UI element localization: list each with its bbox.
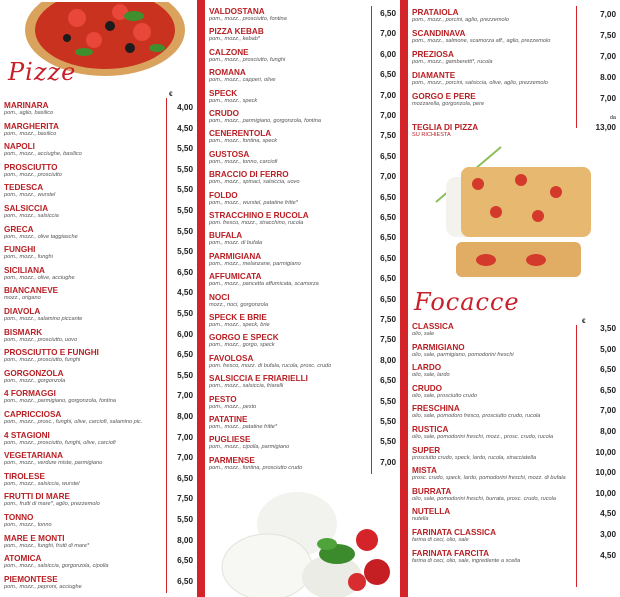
item-desc: pom., mozz., prosciutto [4,171,62,178]
item-price: 7,00 [600,10,616,19]
menu-item [209,109,396,130]
item-price: 8,00 [177,535,193,545]
item-name: 4 STAGIONI [4,430,50,440]
menu-item [4,266,193,287]
item-name: SPECK E BRIE [209,313,267,322]
menu-item [4,204,193,225]
item-name: STRACCHINO E RUCOLA [209,211,309,220]
item-name: CAPRICCIOSA [4,410,62,419]
item-name: SPECK [209,88,238,98]
item-desc: olio, sale, pomodorini freschi, burrata, prosc. crudo, rucola [412,495,556,502]
red-divider-left [197,0,205,597]
item-price: 6,50 [380,9,396,18]
menu-item [209,211,396,232]
item-price: 7,00 [600,406,616,416]
item-desc: pom., mozz., prosciutto, funghi [209,56,286,63]
item-price: 8,00 [380,355,396,365]
item-name: FARINATA CLASSICA [412,528,496,537]
item-price: 5,50 [177,144,193,154]
item-price: 5,50 [380,417,396,426]
item-name: FAVOLOSA [209,353,254,363]
item-desc: olio, sale, lardo [412,372,450,379]
item-price: 8,00 [600,427,616,436]
item-price: 6,00 [380,49,396,59]
item-name: GORGO E SPECK [209,333,279,343]
item-price: 7,00 [380,29,396,39]
item-desc: pom., mozz., acciughe, basilico [4,151,82,158]
item-name: MARINARA [4,101,49,110]
menu-item [209,456,396,477]
item-name: PARMIGIANA [209,251,262,261]
item-price: 7,00 [380,457,396,467]
menu-column-focacce [408,0,620,597]
item-price: 4,50 [600,550,616,560]
item-name: SUPER [412,445,441,455]
item-price: 6,50 [600,385,616,395]
menu-item [209,27,396,48]
menu-item [412,363,616,384]
item-price: 4,00 [177,103,193,112]
item-desc: pom., mozz., wurstel [4,192,56,199]
menu-item [412,425,616,446]
item-price: 6,50 [380,274,396,284]
section-heading-pizze: Pizze [8,58,77,86]
item-name: RUSTICA [412,425,449,434]
menu-item [4,286,193,307]
item-price: 5,50 [380,396,396,406]
item-desc: pom., mozz., spinaci, salsiccia, uovo [209,179,300,186]
item-desc: pom., mozz., kebab* [209,36,260,43]
item-price: 7,50 [380,335,396,345]
item-name: ATOMICA [4,554,42,564]
item-desc: pom. fresco, mozz. di bufala, rucola, prosc. crudo [209,362,332,369]
menu-item [412,466,616,487]
item-price: 10,00 [595,447,616,457]
item-desc: pom., mozz., speck [209,97,258,104]
item-desc: pom., mozz., melanzane, parmigiano [209,260,301,267]
item-price: 5,50 [177,309,193,318]
menu-item [412,8,616,29]
menu-item [4,451,193,472]
item-price: 8.00 [600,73,616,82]
item-price: 6,50 [380,294,396,304]
menu-item [4,307,193,328]
focaccia-image [426,142,606,290]
item-name: MARGHERITA [4,121,59,131]
item-desc: olio, sale, pomodorini freschi, mozz., prosc. crudo, rucola [412,434,554,440]
item-name: TEGLIA DI PIZZA [412,123,479,132]
item-desc: pom., mozz., basilico [4,130,57,137]
item-name: PRATAIOLA [412,8,459,17]
item-name: PROSCIUTTO [4,162,58,172]
item-name: BUFALA [209,231,243,241]
menu-item [412,343,616,364]
item-desc: pom., mozz., porcini, salsiccia, olive, aglio, prezzemolo [412,80,548,86]
menu-item [412,549,616,570]
item-desc: pom., mozz., salamino piccante [4,316,83,322]
item-price: 4,50 [177,288,193,298]
item-desc: pom., mozz., gamberetti*, rucola [412,59,493,65]
item-name: PREZIOSA [412,50,454,59]
item-desc: pom., mozz., cipolla, parmigiano [209,444,290,451]
item-price: 6,50 [380,151,396,161]
item-name: ROMANA [209,68,246,78]
item-desc: pom., mozz., prosciutto, uovo [4,336,78,343]
currency-symbol: € [582,318,586,325]
item-price: 7,50 [177,494,193,504]
menu-item [4,225,193,246]
menu-item [412,29,616,50]
item-price: 5,50 [177,226,193,236]
item-price: 7,00 [177,391,193,401]
menu-item [209,293,396,314]
item-price: 7,00 [600,94,616,103]
menu-item [209,89,396,110]
item-price: 6,50 [380,213,396,222]
item-desc: pom., mozz., salsiccia, friarelli [209,383,284,390]
item-desc: prosciutto crudo, speck, lardo, rucola, stracciatella [412,454,537,461]
item-name: PARMENSE [209,455,255,465]
item-price: 6,50 [600,365,616,375]
item-desc: pom., mozz., tonno, carciofi [209,158,278,165]
item-desc: pom., mozz., salsiccia, wurstel [4,480,80,487]
item-price: 6,50 [380,376,396,386]
item-desc: pom., mozz., patatine fritte* [209,424,278,430]
red-divider-right [400,0,408,597]
item-name: FARINATA FARCITA [412,548,490,558]
item-price: 7,00 [600,52,616,61]
menu-item [412,50,616,71]
item-desc: pom., mozz., verdure miste, parmigiano [4,460,103,467]
price-label: da [609,115,616,121]
item-desc: pom., mozz., wurstel, patatine fritte* [209,199,298,206]
item-desc: pom., mozz., gorgonzola [4,377,66,384]
item-name: BIANCANEVE [4,286,59,296]
item-name: CALZONE [209,47,249,57]
item-name: PESTO [209,394,237,404]
item-desc: pom., mozz., pancetta affumicata, scamorza [209,281,319,288]
item-price: 6,50 [380,253,396,263]
menu-item [4,142,193,163]
item-price: 5,50 [177,164,193,174]
menu-item [4,163,193,184]
item-desc: pom., mozz., parmigiano, gorgonzola, fontina [4,398,116,405]
item-desc: mozz., noci, gorgonzola [209,301,269,308]
item-desc: pom., frutti di mare*, aglio, prezzemolo [4,501,100,508]
menu-item [209,129,396,150]
item-name: NAPOLI [4,142,35,152]
item-price: 3,00 [600,530,616,539]
menu-item [209,7,396,28]
menu-item [4,513,193,534]
item-desc: pom., mozz., olive taggiasche [4,233,78,240]
item-name: DIAMANTE [412,71,456,80]
item-desc: pom., mozz., peproni, acciughe [4,583,82,590]
item-desc: pom., mozz. di bufala [209,240,263,247]
menu-item [412,71,616,92]
menu-item [4,575,193,596]
item-name: PIEMONTESE [4,574,58,584]
menu-item [209,231,396,252]
menu-item [209,68,396,89]
item-name: PATATINE [209,415,248,424]
item-price: 7,50 [600,31,616,40]
menu-item [4,410,193,431]
item-name: VEGETARIANA [4,451,63,461]
item-name: FRUTTI DI MARE [4,492,70,502]
item-name: NUTELLA [412,507,451,517]
item-name: LARDO [412,363,442,373]
item-name: AFFUMICATA [209,272,262,282]
item-name: TIROLESE [4,471,45,481]
menu-item [209,354,396,375]
item-name: CENERENTOLA [209,129,272,139]
item-desc: olio, sale [412,331,435,337]
item-price: 7,00 [177,453,193,463]
item-desc: olio, sale, prosciutto crudo [412,392,477,399]
menu-item [4,245,193,266]
item-price: 7,00 [177,432,193,442]
menu-item [209,313,396,334]
item-desc: pom., mozz., prosciutto, funghi [4,357,81,364]
item-name: PIZZA KEBAB [209,27,264,37]
item-name: SCANDINAVA [412,29,466,38]
item-desc: pom., mozz., speck, brie [209,322,270,328]
item-name: DIAVOLA [4,307,41,316]
item-price: 5,50 [177,515,193,524]
item-name: 4 FORMAGGI [4,389,56,399]
item-price: 6,50 [177,473,193,483]
item-name: BISMARK [4,327,43,337]
menu-item [412,487,616,508]
item-price: 5,00 [600,344,616,354]
item-price: 5,50 [177,206,193,215]
item-desc: pom., mozz., prosc., funghi, olive, carciofi, salamino pic. [4,419,143,425]
menu-item [4,348,193,369]
item-name: GRECA [4,224,34,234]
item-desc: farina di ceci, olio, sale [412,537,469,543]
item-price: 6,50 [177,350,193,360]
menu-item [209,272,396,293]
item-desc: SU RICHIESTA [412,132,451,138]
item-price: 3,50 [600,324,616,333]
item-price: 4,50 [177,123,193,133]
section-heading-focacce: Focacce [414,288,520,316]
item-name: MISTA [412,466,437,476]
menu-item [4,369,193,390]
item-name: PROSCIUTTO E FUNGHI [4,348,99,358]
item-name: MARE E MONTI [4,533,65,543]
item-price: 6,50 [177,556,193,566]
menu-item-teglia [412,115,616,141]
item-desc: pom., aglio, basilico [4,110,54,116]
menu-item [4,183,193,204]
menu-item [412,528,616,549]
item-price: 7,50 [380,315,396,324]
menu-item [412,384,616,405]
item-desc: mozzarella, gorgonzola, pere [412,101,485,107]
item-desc: pom., mozz., porcini, aglio, prezzemolo [412,17,509,23]
item-desc: prosc. crudo, speck, lardo, pomodorini freschi, mozz. di bufala [412,475,566,482]
item-name: SICILIANA [4,265,45,275]
menu-item [209,395,396,416]
menu-item [209,374,396,395]
item-name: PUGLIESE [209,435,251,445]
menu-item [412,92,616,113]
menu-item [412,404,616,425]
item-price: 7,00 [380,111,396,120]
item-desc: pom., mozz., fontina, prosciutto crudo [209,464,303,471]
menu-item [209,415,396,436]
item-desc: pom., mozz., salmone, scamorza aff., aglio, prezzemolo [412,38,551,44]
item-name: FUNGHI [4,245,36,255]
item-name: PARMIGIANO [412,342,465,352]
item-desc: pom., mozz., tonno [4,522,52,528]
item-desc: pom., mozz., funghi [4,254,53,261]
menu-item [4,122,193,143]
menu-item [209,252,396,273]
item-desc: nutella [412,516,429,523]
menu-item [412,446,616,467]
menu-item [209,150,396,171]
item-desc: mozz., origano [4,295,41,302]
menu-item [4,554,193,575]
item-price: 7,00 [380,172,396,182]
menu-item [4,472,193,493]
menu-item [4,389,193,410]
currency-symbol: € [169,91,173,98]
item-name: CRUDO [412,383,443,393]
item-price: 5,50 [177,247,193,257]
item-name: BRACCIO DI FERRO [209,170,289,180]
item-price: 5,50 [177,370,193,380]
item-desc: pom., mozz., fontina, speck [209,138,278,145]
item-desc: pom. fresco, mozz., stracchino, rucola [209,220,304,226]
item-desc: pom., mozz., salsiccia, gorgonzola, cipolla [4,563,109,570]
item-desc: pom., mozz., prosciutto, funghi, olive, carciofi [4,439,116,446]
menu-item [4,534,193,555]
item-name: GORGONZOLA [4,368,64,378]
menu-item [209,191,396,212]
item-name: TONNO [4,513,34,522]
menu-column-pizze [0,0,197,597]
item-desc: pom., mozz., funghi, frutti di mare* [4,542,90,549]
item-price: 6,50 [380,233,396,243]
menu-item [412,507,616,528]
item-name: BURRATA [412,486,452,496]
item-price: 10,00 [595,488,616,498]
item-name: SALSICCIA [4,204,49,213]
menu-item [4,328,193,349]
menu-item [412,322,616,343]
item-price: 4,50 [600,509,616,519]
item-desc: olio, sale, parmigiano, pomodorini freschi [412,351,514,358]
mozzarella-image [217,482,397,597]
item-desc: farina di ceci, olio, sale, ingrediente a scelta [412,557,521,564]
item-price: 6,00 [177,329,193,339]
menu-item [4,431,193,452]
item-desc: pom., mozz., parmigiano, gorgonzola, fontina [209,118,321,124]
item-price: 5,50 [380,437,396,447]
item-desc: pom., mozz., prosciutto, fontina [209,16,287,22]
item-desc: pom., mozz., gorgo, speck [209,342,275,349]
item-name: SALSICCIA E FRIARIELLI [209,374,308,384]
item-desc: pom., mozz., capperi, olive [209,77,276,84]
item-name: VALDOSTANA [209,7,265,16]
item-price: 6,50 [380,192,396,202]
item-name: TEDESCA [4,183,44,193]
menu-item [209,435,396,456]
item-price: 6,50 [177,267,193,277]
item-name: FRESCHINA [412,404,460,414]
menu-item [4,101,193,122]
item-price: 6,50 [380,70,396,80]
item-price: 10,00 [595,468,616,478]
item-price: 13,00 [595,123,616,132]
menu-item [209,170,396,191]
item-name: GUSTOSA [209,149,250,159]
item-name: FOLDO [209,190,238,200]
item-price: 8,00 [177,412,193,421]
menu-item [209,48,396,69]
menu-column-middle [205,0,400,597]
item-desc: olio, sale, pomodoro fresco, prosciutto crudo, rucola [412,413,541,420]
item-price: 5,50 [177,185,193,195]
item-desc: pom., mozz., pesto [209,403,257,410]
item-name: GORGO E PERE [412,92,476,101]
item-desc: pom., mozz., olive, acciughe [4,274,75,281]
item-name: CLASSICA [412,322,454,331]
menu-item [209,333,396,354]
item-price: 7,00 [380,90,396,100]
item-desc: pom., mozz., salsiccia [4,213,59,219]
item-price: 7,50 [380,131,396,141]
menu-item [4,492,193,513]
item-name: CRUDO [209,109,240,118]
item-price: 6,50 [177,576,193,586]
item-name: NOCI [209,292,230,302]
